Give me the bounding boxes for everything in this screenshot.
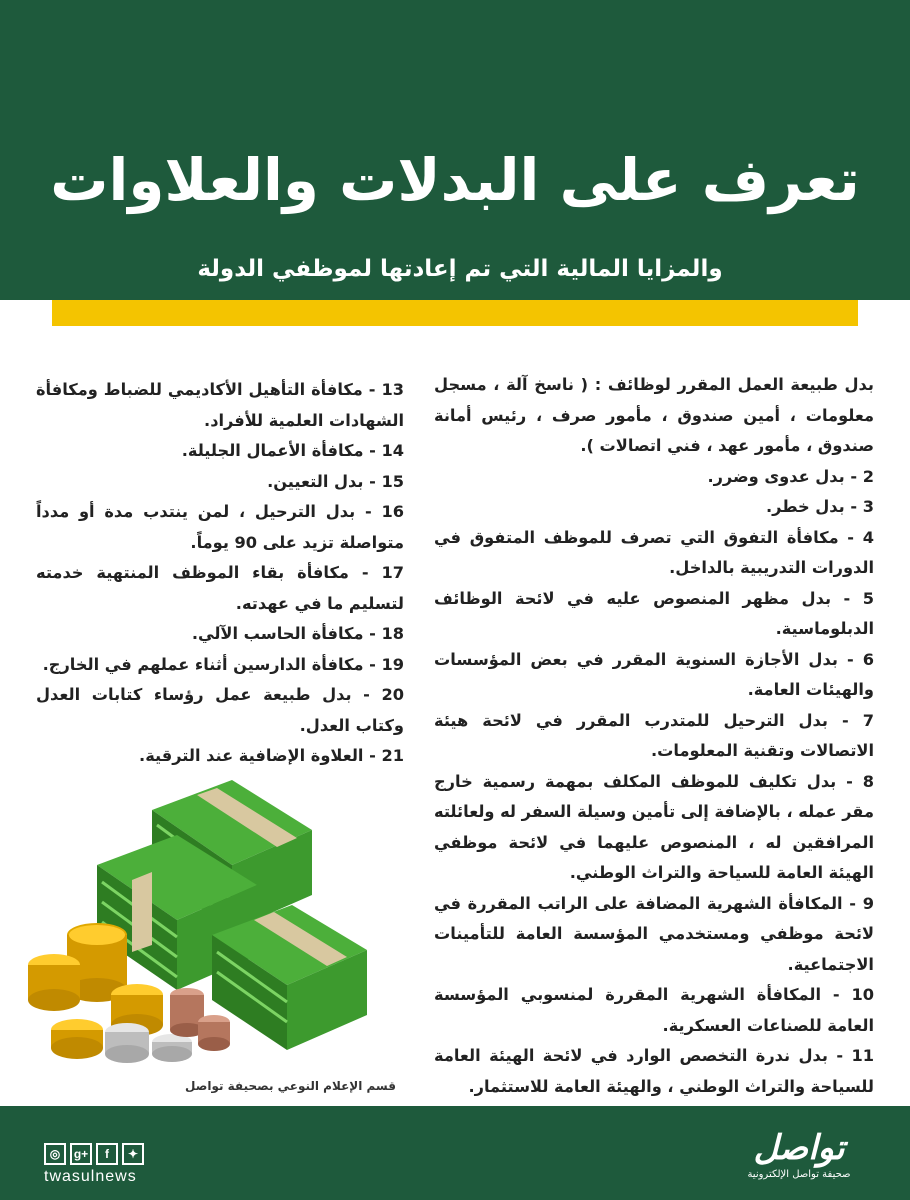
money-stack-front-icon xyxy=(212,905,367,1050)
list-item: 6 - بدل الأجازة السنوية المقرر في بعض المؤسسات والهيئات العامة. xyxy=(434,649,874,699)
twitter-icon[interactable]: ✦ xyxy=(122,1143,144,1165)
list-item: 15 - بدل التعيين. xyxy=(267,471,404,491)
list-item: 19 - مكافأة الدارسين أثناء عملهم في الخارج. xyxy=(42,654,404,674)
logo-wordmark: تواصل xyxy=(753,1128,845,1168)
list-item: 8 - بدل تكليف للموظف المكلف بمهمة رسمية خارج مقر عمله ، بالإضافة إلى تأمين وسيلة السفر له ولعائلته المرافقين له ، المنصوص عليهما في لائحة موظفي الهيئة العامة للسياحة والتراث الوطني. xyxy=(434,771,874,882)
list-item: 20 - بدل طبيعة عمل رؤساء كتابات العدل وكتاب العدل. xyxy=(36,685,404,735)
brand-logo xyxy=(724,1128,874,1188)
list-item: 13 - مكافأة التأهيل الأكاديمي للضباط ومكافأة الشهادات العلمية للأفراد. xyxy=(36,380,404,430)
credit-text: قسم الإعلام النوعي بصحيفة تواصل xyxy=(185,1079,396,1093)
logo-tagline: صحيفة تواصل الإلكترونية xyxy=(747,1169,851,1180)
list-item: 4 - مكافأة التفوق التي تصرف للموظف المتفوق في الدورات التدريبية بالداخل. xyxy=(434,527,874,577)
left-column xyxy=(36,375,404,772)
list-item: 5 - بدل مظهر المنصوص عليه في لائحة الوظائف الدبلوماسية. xyxy=(434,588,874,638)
list-item: 17 - مكافأة بقاء الموظف المنتهية خدمته لتسليم ما في عهدته. xyxy=(36,563,404,613)
list-item: 10 - المكافأة الشهرية المقررة لمنسوبي المؤسسة العامة للصناعات العسكرية. xyxy=(434,985,874,1035)
social-icons xyxy=(44,1143,144,1165)
page-subtitle: والمزايا المالية التي تم إعادتها لموظفي الدولة xyxy=(197,256,723,282)
list-item: 18 - مكافأة الحاسب الآلي. xyxy=(191,624,404,643)
money-illustration xyxy=(22,770,382,1070)
list-item: 3 - بدل خطر. xyxy=(765,497,874,516)
page-title: تعرف على البدلات والعلاوات xyxy=(50,146,860,214)
list-item: 16 - بدل الترحيل ، لمن ينتدب مدة أو مدداً متواصلة تزيد على 90 يوماً. xyxy=(36,502,404,552)
list-item: 11 - بدل ندرة التخصص الوارد في لائحة الهيئة العامة للسياحة والتراث الوطني ، والهيئة العامة للاستثمار. xyxy=(434,1046,874,1096)
social-handle: twasulnews xyxy=(44,1168,137,1185)
google-plus-icon[interactable]: g+ xyxy=(70,1143,92,1165)
list-item: 21 - العلاوة الإضافية عند الترقية. xyxy=(139,746,404,765)
list-item: 9 - المكافأة الشهرية المضافة على الراتب المقررة في لائحة موظفي ومستخدمي المؤسسة العامة للتأمينات الاجتماعية. xyxy=(434,893,874,974)
yellow-accent-bar xyxy=(52,300,858,326)
list-item: 7 - بدل الترحيل للمتدرب المقرر في لائحة هيئة الاتصالات وتقنية المعلومات. xyxy=(434,710,874,760)
right-column xyxy=(434,370,874,1102)
list-item: 2 - بدل عدوى وضرر. xyxy=(707,466,874,486)
facebook-icon[interactable]: f xyxy=(96,1143,118,1165)
list-item: 14 - مكافأة الأعمال الجليلة. xyxy=(181,441,404,460)
list-item: بدل طبيعة العمل المقرر لوظائف : ( ناسخ آلة ، مسجل معلومات ، أمين صندوق ، مأمور صرف ، رئيس أمانة صندوق ، مأمور عهد ، فني اتصالات ). xyxy=(434,375,874,455)
instagram-icon[interactable]: ◎ xyxy=(44,1143,66,1165)
